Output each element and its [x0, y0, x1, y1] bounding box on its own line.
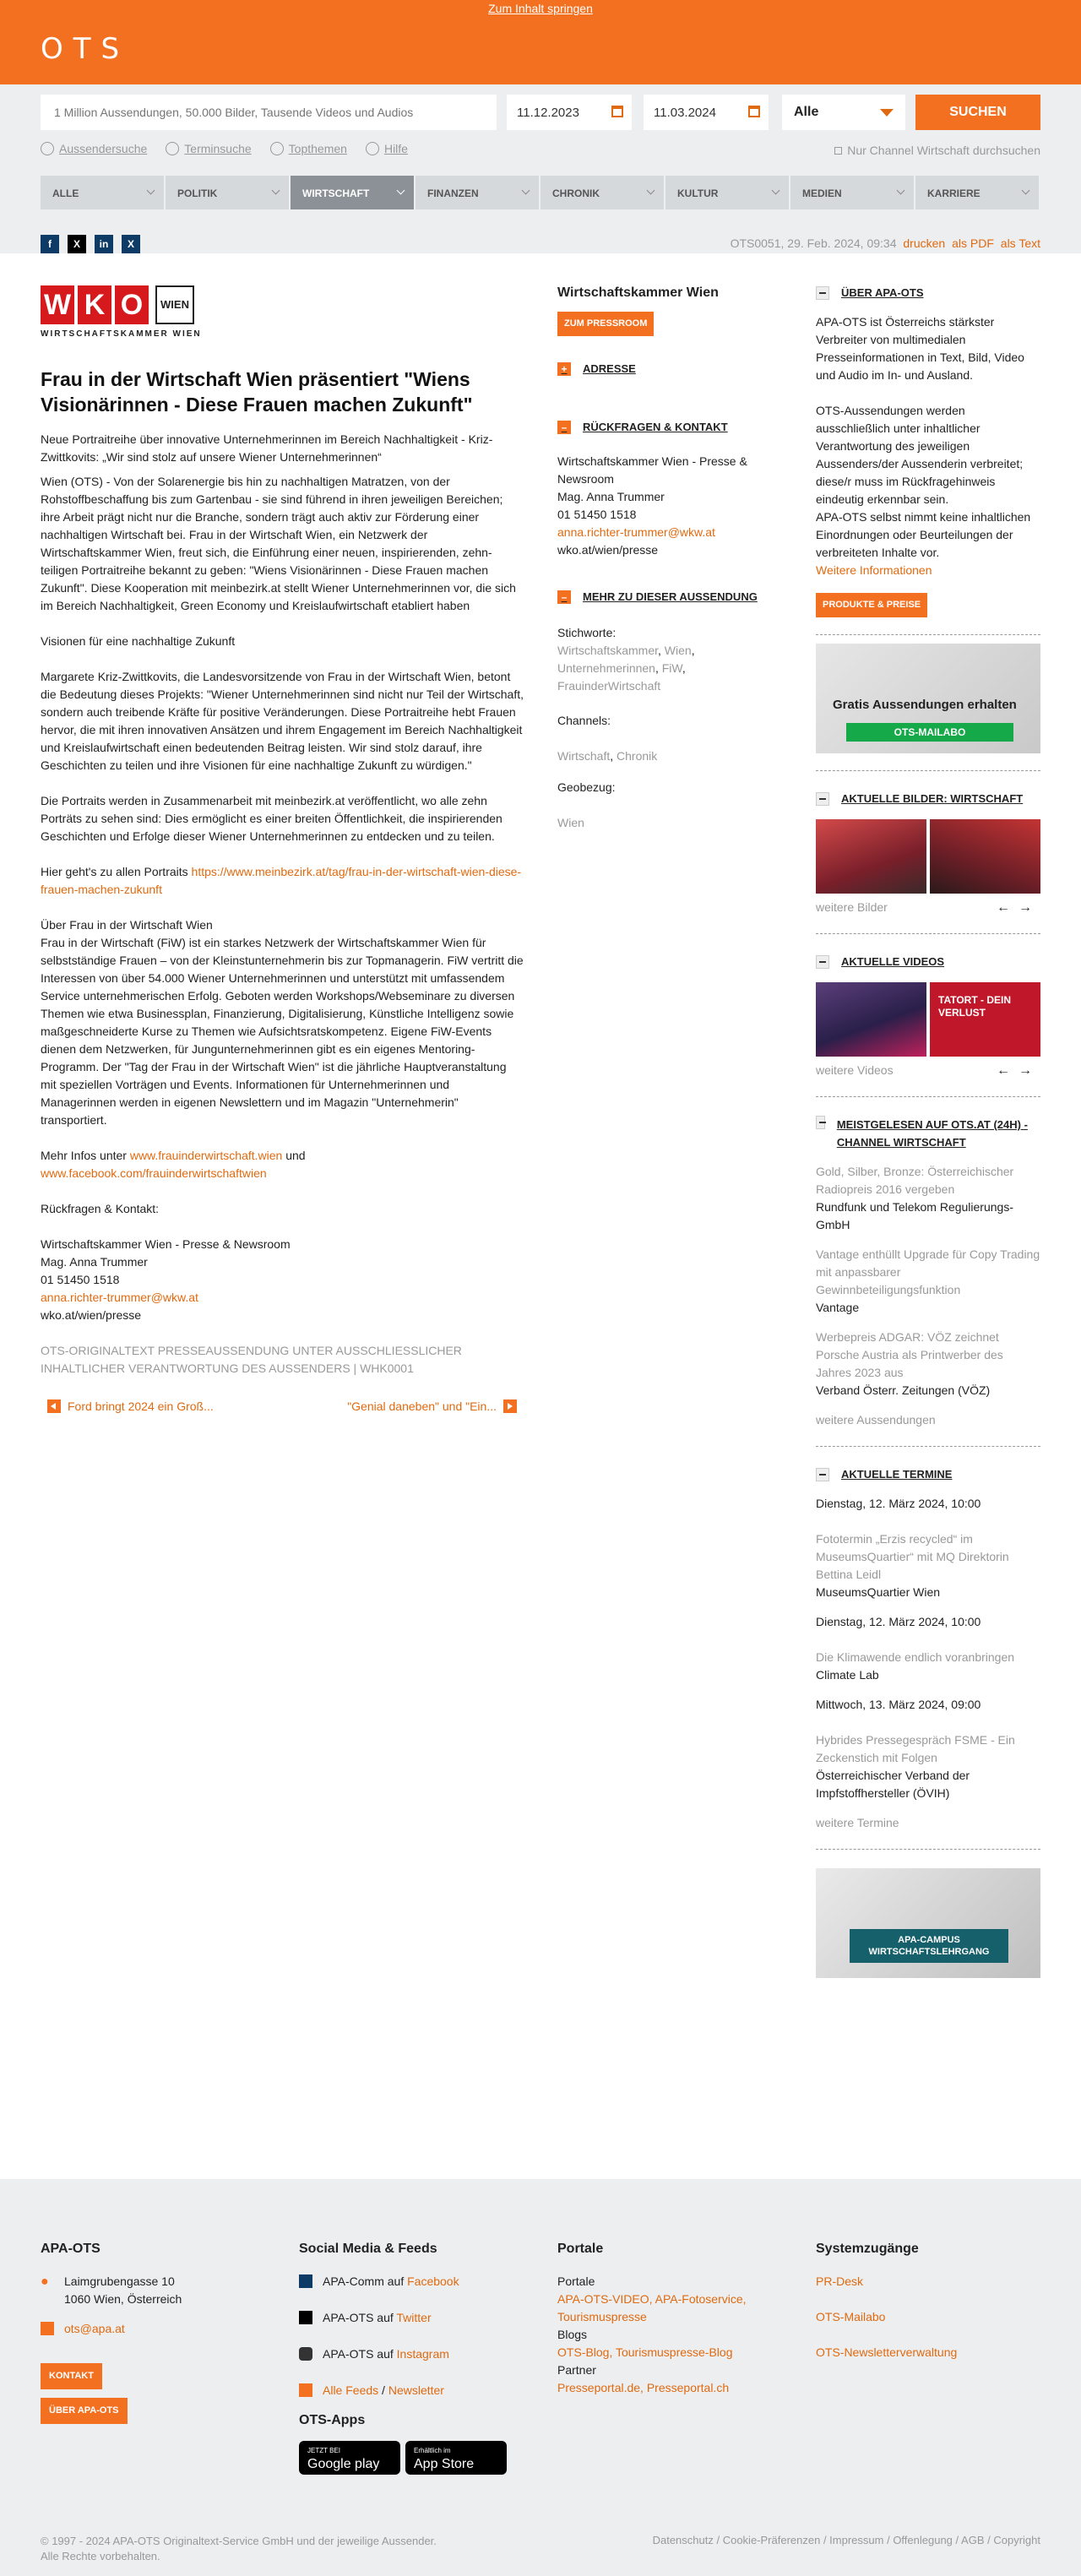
minus-icon: – — [557, 590, 571, 604]
nav-karriere[interactable]: KARRIERE — [915, 176, 1040, 209]
date-from-value: 11.12.2023 — [517, 106, 579, 120]
keyword-link[interactable]: Wien — [664, 644, 692, 657]
kontakt-button[interactable]: KONTAKT — [41, 2363, 102, 2389]
minus-icon — [816, 1468, 829, 1481]
xing-icon[interactable]: X — [122, 235, 140, 253]
google-play-badge[interactable]: JETZT BEI Google play — [299, 2441, 400, 2475]
keyword-link[interactable]: Unternehmerinnen — [557, 661, 655, 675]
more-toggle[interactable]: – MEHR ZU DIESER AUSSENDUNG — [557, 588, 785, 606]
article-paragraph: Margarete Kriz-Zwittkovits, die Landesvorsitzende von Frau in der Wirtschaft Wien, betont die Bedeutung dieses Projekts: "Wiener Unternehmerinnen sind nicht nur Teil der Wirtschaft, sondern auch treibende Kräfte für positive Veränderungen. Diese Portraitreihe hebt Frauen hervor, die mit ihren innovativen Ansätzen und ihrem Engagement im Bereich Nachhaltigkeit und Kreislaufwirtschaft einen bedeutenden Beitrag leisten. Wir sind stolz darauf, ihre Geschichten zu teilen und ihre Visionen für eine nachhaltige Zukunft zu würdigen." — [41, 670, 524, 772]
fiw-link[interactable]: www.frauinderwirtschaft.wien — [129, 1149, 283, 1162]
legal-link[interactable]: Offenlegung — [893, 2534, 953, 2546]
clock-icon — [166, 142, 179, 155]
partner-links[interactable]: Presseportal.de, Presseportal.ch — [557, 2381, 730, 2394]
ots-logo[interactable]: OTS — [41, 32, 130, 66]
blog-links[interactable]: OTS-Blog, Tourismuspresse-Blog — [557, 2345, 733, 2359]
meist-link[interactable]: Gold, Silber, Bronze: Österreichischer Radiopreis 2016 vergeben — [816, 1165, 1014, 1196]
nav-finanzen[interactable]: FINANZEN — [416, 176, 540, 209]
termin-link[interactable]: Die Klimawende endlich voranbringen — [816, 1650, 1015, 1664]
article-lead: Neue Portraitreihe über innovative Unternehmerinnen im Bereich Nachhaltigkeit - Kriz-Zwittkovits: „Wir sind stolz auf unsere Wiener Unternehmerinnen“ — [41, 432, 493, 464]
date-to-field[interactable] — [644, 95, 769, 130]
legal-link[interactable]: Datenschutz — [652, 2534, 714, 2546]
footer-email-link[interactable]: ots@apa.at — [64, 2322, 125, 2335]
footer-heading: APA-OTS — [41, 2242, 100, 2256]
x-twitter-icon — [299, 2311, 312, 2324]
sender-column — [557, 284, 785, 832]
text-link[interactable]: als Text — [1000, 236, 1040, 250]
legal-link[interactable]: Copyright — [993, 2534, 1040, 2546]
minus-icon — [816, 955, 829, 969]
nav-wirtschaft[interactable]: WIRTSCHAFT — [291, 176, 416, 209]
nav-kultur[interactable]: KULTUR — [665, 176, 790, 209]
portale-label: Portale — [557, 2274, 595, 2288]
category-select[interactable] — [782, 95, 905, 130]
legal-link[interactable]: Impressum — [829, 2534, 884, 2546]
bilder-toggle[interactable]: AKTUELLE BILDER: WIRTSCHAFT — [816, 790, 1040, 807]
wko-letter: K — [78, 285, 111, 324]
search-button[interactable]: SUCHEN — [915, 95, 1040, 130]
geo-link[interactable]: Wien — [557, 816, 584, 829]
pressroom-button[interactable]: ZUM PRESSROOM — [557, 312, 654, 336]
search-bar — [0, 84, 1081, 253]
original-notice: OTS-ORIGINALTEXT PRESSEAUSSENDUNG UNTER AUSSCHLIESSLICHER INHALTLICHER VERANTWORTUNG DES AUSSENDERS | WHK0001 — [41, 1344, 462, 1375]
right-column — [816, 284, 1040, 1978]
arrow-left-icon — [47, 1399, 61, 1413]
video-thumbnail[interactable]: TATORT - DEIN VERLUST — [930, 982, 1040, 1057]
more-releases-link[interactable]: weitere Aussendungen — [816, 1413, 936, 1427]
more-videos-link[interactable]: weitere Videos — [816, 1063, 894, 1077]
instagram-link[interactable]: Instagram — [396, 2347, 449, 2361]
more-info-link[interactable]: Weitere Informationen — [816, 563, 932, 577]
sender-email-link[interactable]: anna.richter-trummer@wkw.at — [557, 525, 715, 539]
keyword-link[interactable]: FrauinderWirtschaft — [557, 679, 661, 693]
meistgelesen-toggle[interactable]: MEISTGELESEN AUF OTS.AT (24H) - CHANNEL WIRTSCHAFT — [816, 1116, 1040, 1151]
minus-icon — [816, 1116, 825, 1129]
carousel-arrows-icon[interactable]: ←→ — [997, 1063, 1040, 1078]
arrow-right-icon — [503, 1399, 517, 1413]
channel-link[interactable]: Wirtschaft — [557, 749, 611, 763]
sender-contact: Wirtschaftskammer Wien - Presse & Newsroom Mag. Anna Trummer 01 51450 1518 anna.richter-trummer@wkw.at wko.at/wien/presse — [557, 454, 747, 557]
more-dates-link[interactable]: weitere Termine — [816, 1816, 899, 1829]
nav-politik[interactable]: POLITIK — [166, 176, 291, 209]
list-item: Mittwoch, 13. März 2024, 09:00 Hybrides Pressegespräch FSME - Ein Zeckenstich mit Folgen Österreichischer Verband der Impfstoffhersteller (ÖVIH) — [816, 1698, 1015, 1800]
article-title: Frau in der Wirtschaft Wien präsentiert "Wiens Visionärinnen - Diese Frauen machen Zukunft" — [41, 368, 473, 416]
print-link[interactable]: drucken — [903, 236, 946, 250]
footer-heading: OTS-Apps — [299, 2413, 366, 2427]
portale-links[interactable]: APA-OTS-VIDEO, APA-Fotoservice, Tourismuspresse — [557, 2292, 747, 2323]
channel-link[interactable]: Chronik — [617, 749, 658, 763]
ueber-button[interactable]: ÜBER APA-OTS — [41, 2398, 128, 2424]
termine-toggle[interactable]: AKTUELLE TERMINE — [816, 1465, 1040, 1483]
videos-toggle[interactable]: AKTUELLE VIDEOS — [816, 953, 1040, 970]
footer-heading: Systemzugänge — [816, 2242, 919, 2256]
copyright: © 1997 - 2024 APA-OTS Originaltext-Service GmbH und der jeweilige Aussender. Alle Rechte vorbehalten. — [41, 2535, 437, 2562]
address-toggle[interactable]: + ADRESSE — [557, 360, 785, 378]
campus-banner[interactable] — [816, 1868, 1040, 1978]
contact-toggle[interactable]: – RÜCKFRAGEN & KONTAKT — [557, 418, 785, 436]
wko-letter: O — [115, 285, 149, 324]
image-thumbnail[interactable] — [930, 819, 1040, 894]
more-images-link[interactable]: weitere Bilder — [816, 900, 888, 914]
wko-subtitle: WIRTSCHAFTSKAMMER WIEN — [41, 329, 202, 339]
location-pin-icon: ● — [41, 2274, 49, 2289]
legal-link[interactable]: AGB — [961, 2534, 985, 2546]
about-text: APA-OTS selbst nimmt keine inhaltlichen Einordnungen oder Beurteilungen der verbreiteten Inhalte vor. — [816, 510, 1031, 559]
products-button[interactable]: PRODUKTE & PREISE — [816, 593, 927, 617]
channels: Channels: Wirtschaft, Chronik — [557, 714, 658, 763]
article-paragraph: Mehr Infos unter www.frauinderwirtschaft.wien und www.facebook.com/frauinderwirtschaftwien — [41, 1149, 306, 1180]
nav-alle[interactable]: ALLE — [41, 176, 166, 209]
carousel-arrows-icon[interactable]: ←→ — [997, 900, 1040, 915]
search-input[interactable] — [41, 95, 497, 130]
footer-heading: Social Media & Feeds — [299, 2242, 437, 2256]
image-thumbnail[interactable] — [816, 819, 926, 894]
nav-chronik[interactable]: CHRONIK — [540, 176, 665, 209]
feeds-link[interactable]: Alle Feeds — [323, 2383, 379, 2397]
quick-links — [41, 142, 408, 155]
list-item: Vantage enthüllt Upgrade für Copy Trading mit anpassbarer Gewinnbeteiligungsfunktion Vantage — [816, 1247, 1040, 1314]
termin-link[interactable]: Fototermin „Erzis recycled“ im MuseumsQuartier“ mit MQ Direktorin Bettina Leidl — [816, 1532, 1009, 1581]
date-to-value: 11.03.2024 — [654, 106, 716, 120]
quick-link-aussendersuche[interactable]: Aussendersuche — [41, 142, 147, 155]
blogs-label: Blogs — [557, 2328, 588, 2341]
wko-wien: WIEN — [155, 285, 194, 324]
info-icon — [366, 142, 379, 155]
article-paragraph: Hier geht's zu allen Portraits https://www.meinbezirk.at/tag/frau-in-der-wirtschaft-wien-diese-frauen-machen-zukunft — [41, 865, 522, 896]
next-article-link[interactable]: "Genial daneben" und "Ein... — [347, 1398, 524, 1416]
minus-icon — [816, 792, 829, 806]
banner-text: Gratis Aussendungen erhalten — [833, 698, 1017, 712]
geobezug: Geobezug: Wien — [557, 780, 616, 829]
keywords: Stichworte: Wirtschaftskammer, Wien, Unternehmerinnen, FiW, FrauinderWirtschaft — [557, 626, 695, 693]
channel-only-checkbox[interactable]: Nur Channel Wirtschaft durchsuchen — [834, 144, 1040, 157]
portraits-link[interactable]: https://www.meinbezirk.at/tag/frau-in-der-wirtschaft-wien-diese-frauen-machen-zukunft — [41, 865, 522, 896]
select-value: Alle — [794, 105, 819, 119]
pdf-link[interactable]: als PDF — [952, 236, 994, 250]
list-item: Gold, Silber, Bronze: Österreichischer Radiopreis 2016 vergeben Rundfunk und Telekom Regulierungs-GmbH — [816, 1165, 1014, 1231]
skip-link[interactable]: Zum Inhalt springen — [488, 2, 593, 15]
article-meta: OTS0051, 29. Feb. 2024, 09:34 drucken als PDF als Text — [730, 236, 1040, 250]
wko-letter: W — [41, 285, 74, 324]
calendar-icon[interactable] — [748, 106, 760, 117]
share-bar — [41, 235, 140, 253]
quick-link-terminsuche[interactable]: Terminsuche — [166, 142, 251, 155]
list-item: Dienstag, 12. März 2024, 10:00 Die Klimawende endlich voranbringen Climate Lab — [816, 1615, 1015, 1682]
footer: APA-OTS ● Laimgrubengasse 10 1060 Wien, Österreich ots@apa.at KONTAKT ÜBER APA-OTS Social Media & Feeds APA-Comm auf Facebook APA-OTS auf Twitter APA-OTS auf Instagram Alle Feeds / Newsletter OTS-Apps JETZT BEI Google play Erhältlich im App Store Portale Portale APA-OTS-VIDEO, APA-Fotoservice, Tourismuspresse Blogs OTS-Blog, Tourismuspresse-Blog Partner Presseportal.de, Presseportal.ch Systemzugänge PR-Desk OTS-Mailabo OTS-Newsletterverwaltung © 1997 - 2024 APA-OTS Originaltext-Service GmbH und der jeweilige Aussender. Alle Rechte vorbehalten. Datenschutz / Cookie-Präferenzen / Impressum / Offenlegung / AGB / Copyright — [0, 2179, 1081, 2576]
pr-desk-link[interactable]: PR-Desk — [816, 2274, 864, 2288]
meist-link[interactable]: Vantage enthüllt Upgrade für Copy Trading mit anpassbarer Gewinnbeteiligungsfunktion — [816, 1247, 1040, 1296]
about-toggle[interactable]: ÜBER APA-OTS — [816, 284, 1040, 302]
facebook-icon[interactable]: f — [41, 235, 59, 253]
about-text: OTS-Aussendungen werden ausschließlich unter inhaltlicher Verantwortung des jeweiligen Aussenders/der Aussenderin verbreitet; diese/r muss im Rückfragehinweis eindeutig erkennbar sein. — [816, 404, 1024, 506]
mailabo-banner[interactable] — [816, 644, 1040, 753]
linkedin-icon[interactable]: in — [95, 235, 113, 253]
campus-label: APA-CAMPUS WIRTSCHAFTSLEHRGANG — [850, 1929, 1008, 1963]
article — [41, 367, 524, 1416]
article-contact: Rückfragen & Kontakt: Wirtschaftskammer Wien - Presse & Newsroom Mag. Anna Trummer 01 51450 1518 anna.richter-trummer@wkw.at wko.at/wien/presse — [41, 1202, 291, 1322]
facebook-icon — [299, 2274, 312, 2288]
prev-article-link[interactable]: Ford bringt 2024 ein Groß... — [41, 1398, 214, 1416]
newsletter-link[interactable]: Newsletter — [388, 2383, 444, 2397]
mail-icon — [41, 2322, 54, 2335]
termin-link[interactable]: Hybrides Pressegespräch FSME - Ein Zeckenstich mit Folgen — [816, 1733, 1015, 1764]
legal-links: Datenschutz / Cookie-Präferenzen / Impressum / Offenlegung / AGB / Copyright — [652, 2534, 1040, 2546]
footer-heading: Portale — [557, 2242, 604, 2256]
mailabo-button[interactable]: OTS-MAILABO — [846, 723, 1013, 742]
keyword-link[interactable]: Wirtschaftskammer — [557, 644, 659, 657]
about-text: APA-OTS ist Österreichs stärkster Verbreiter von multimedialen Presseinformationen in Text, Bild, Video und Audio im In- und Ausland. — [816, 315, 1024, 382]
minus-icon: – — [557, 421, 571, 434]
quick-link-hilfe[interactable]: Hilfe — [366, 142, 408, 155]
minus-icon — [816, 286, 829, 300]
rss-icon — [299, 2383, 312, 2397]
main-nav — [41, 176, 1040, 209]
newsletter-admin-link[interactable]: OTS-Newsletterverwaltung — [816, 2345, 958, 2359]
compass-icon — [270, 142, 284, 155]
quick-link-topthemen[interactable]: Topthemen — [270, 142, 347, 155]
calendar-icon[interactable] — [611, 106, 623, 117]
contact-email-link[interactable]: anna.richter-trummer@wkw.at — [41, 1291, 198, 1304]
list-item: Dienstag, 12. März 2024, 10:00 Fototermin „Erzis recycled“ im MuseumsQuartier“ mit MQ Direktorin Bettina Leidl MuseumsQuartier Wien — [816, 1497, 1009, 1599]
article-paragraph: Wien (OTS) - Von der Solarenergie bis hin zu nachhaltigen Matratzen, von der Rohstoffbeschaffung bis zum Gartenbau - sie sind führend in ihren jeweiligen Bereichen; ihre Arbeit prägt nicht nur die Branche, sondern trägt auch aktiv zur Förderung einer nachhaltigen Wirtschaft bei. Frau in der Wirtschaft Wien, ein Netzwerk der Wirtschaftskammer Wien, freut sich, die Einführung einer neuen, inspirierenden, zehn-teiligen Portraitreihe bekannt zu geben: "Wiens Visionärinnen - Diese Frauen machen Zukunft". Diese Kooperation mit meinbezirk.at stellt Wiener Unternehmerinnen vor, die sich im Bereich Nachhaltigkeit, Green Economy und Kreislaufwirtschaft etabliert haben — [41, 475, 516, 612]
person-icon — [41, 142, 54, 155]
wko-logo — [41, 285, 202, 339]
article-paragraph: Über Frau in der Wirtschaft Wien Frau in der Wirtschaft (FiW) ist ein starkes Netzwerk der Wirtschaftskammer Wien für selbstständige Frauen – von der Kleinstunternehmerin bis zur Topmanagerin. FiW vertritt die Interessen von über 54.000 Wiener Unternehmerinnen und unterstützt mit umfassendem Service unternehmerischen Erfolg. Geboten werden Workshops/Webseminare zu diversen Themen wie etwa Businessplan, Finanzierung, Digitalisierung, Künstliche Intelligenz sowie maßgeschneiderte Kurse zu Themen wie Aufsichtsratskompetenz. Eigene FiW-Events dienen dem Netzwerken, für Jungunternehmerinnen gibt es ein eigenes Mentoring-Programm. Der "Tag der Frau in der Wirtschaft Wien" ist die jährliche Hauptveranstaltung mit speziellen Vorträgen und Events. Informationen für Unternehmerinnen und Managerinnen werden in eigenen Newslettern und im Magazin "Unternehmerin" transportiert. — [41, 918, 524, 1127]
date-from-field[interactable] — [507, 95, 632, 130]
facebook-link[interactable]: www.facebook.com/frauinderwirtschaftwien — [41, 1166, 267, 1180]
article-subheading: Visionen für eine nachhaltige Zukunft — [41, 634, 236, 648]
legal-link[interactable]: Cookie-Präferenzen — [722, 2534, 821, 2546]
facebook-link[interactable]: Facebook — [407, 2274, 459, 2288]
meist-link[interactable]: Werbepreis ADGAR: VÖZ zeichnet Porsche Austria als Printwerber des Jahres 2023 aus — [816, 1330, 1003, 1379]
twitter-link[interactable]: Twitter — [396, 2311, 432, 2324]
app-store-badge[interactable]: Erhältlich im App Store — [405, 2441, 507, 2475]
sender-name: Wirtschaftskammer Wien — [557, 285, 719, 300]
prev-next-nav — [41, 1398, 524, 1416]
partner-label: Partner — [557, 2363, 596, 2377]
mailabo-link[interactable]: OTS-Mailabo — [816, 2310, 886, 2323]
instagram-icon — [299, 2347, 312, 2361]
article-paragraph: Die Portraits werden in Zusammenarbeit mit meinbezirk.at veröffentlicht, wo alle zehn Porträts zu sehen sind: Dies ermöglicht es einer breiten Öffentlichkeit, die inspirierenden Geschichten und Erfolge dieser Wiener Unternehmerinnen zu entdecken und zu teilen. — [41, 794, 502, 843]
keyword-link[interactable]: FiW — [661, 661, 682, 675]
list-item: Werbepreis ADGAR: VÖZ zeichnet Porsche Austria als Printwerber des Jahres 2023 aus Verband Österr. Zeitungen (VÖZ) — [816, 1330, 1003, 1397]
checkbox-icon[interactable] — [834, 147, 842, 155]
plus-icon: + — [557, 362, 571, 376]
video-thumbnail[interactable] — [816, 982, 926, 1057]
nav-medien[interactable]: MEDIEN — [790, 176, 915, 209]
x-twitter-icon[interactable]: X — [68, 235, 86, 253]
chevron-down-icon — [880, 109, 894, 117]
